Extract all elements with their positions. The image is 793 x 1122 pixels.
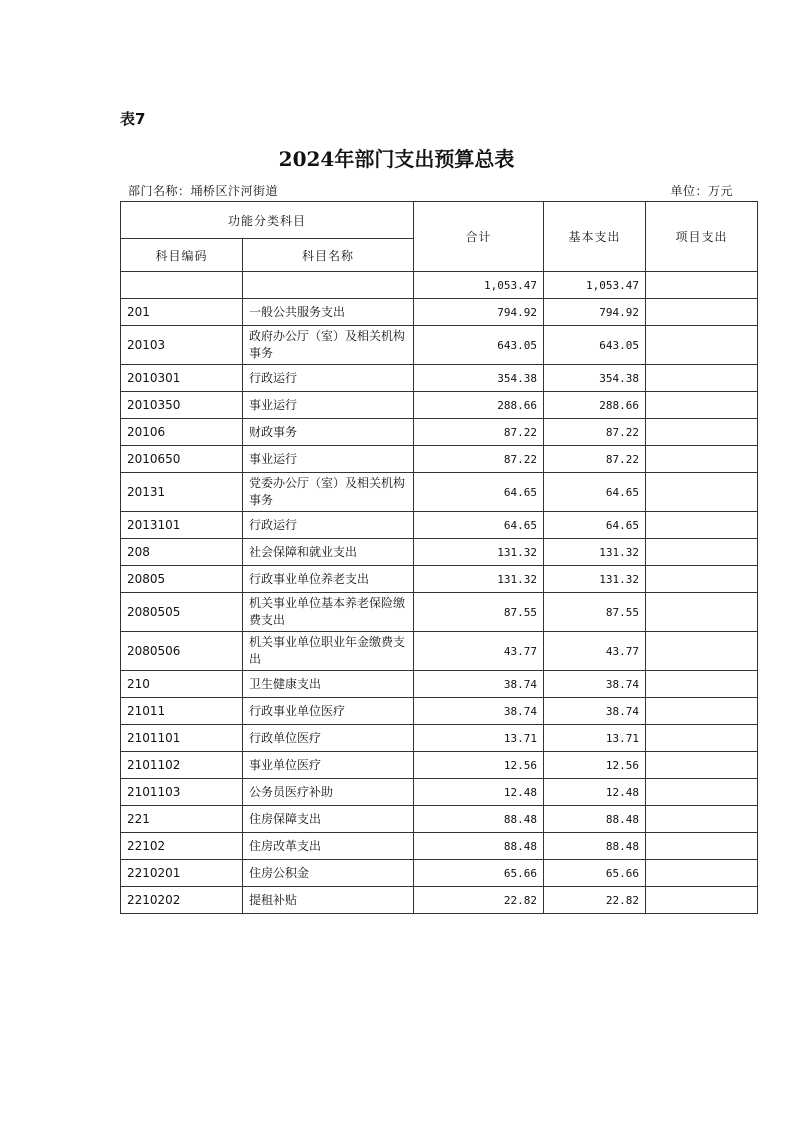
table-row <box>121 365 758 392</box>
cell-name: 机关事业单位职业年金缴费支出 <box>243 632 414 671</box>
meta-row <box>128 182 733 199</box>
cell-project <box>646 752 758 779</box>
cell-project <box>646 806 758 833</box>
budget-table <box>120 201 758 914</box>
cell-total: 131.32 <box>414 566 544 593</box>
cell-code: 20103 <box>121 326 243 365</box>
cell-basic: 1,053.47 <box>544 272 646 299</box>
cell-total: 88.48 <box>414 806 544 833</box>
cell-project <box>646 671 758 698</box>
table-label: 表7 <box>120 110 146 128</box>
cell-project <box>646 272 758 299</box>
cell-code: 2101102 <box>121 752 243 779</box>
cell-code <box>121 272 243 299</box>
cell-basic: 12.48 <box>544 779 646 806</box>
cell-basic: 13.71 <box>544 725 646 752</box>
cell-name: 行政事业单位医疗 <box>243 698 414 725</box>
table-row <box>121 698 758 725</box>
cell-total: 12.48 <box>414 779 544 806</box>
cell-name: 行政单位医疗 <box>243 725 414 752</box>
cell-name <box>243 272 414 299</box>
cell-basic: 131.32 <box>544 539 646 566</box>
cell-basic: 88.48 <box>544 806 646 833</box>
cell-project <box>646 512 758 539</box>
cell-total: 288.66 <box>414 392 544 419</box>
header-function-group: 功能分类科目 <box>121 202 414 239</box>
cell-basic: 38.74 <box>544 698 646 725</box>
cell-name: 行政运行 <box>243 365 414 392</box>
table-row <box>121 299 758 326</box>
cell-name: 住房改革支出 <box>243 833 414 860</box>
cell-code: 2210201 <box>121 860 243 887</box>
cell-basic: 65.66 <box>544 860 646 887</box>
table-row <box>121 446 758 473</box>
cell-basic: 794.92 <box>544 299 646 326</box>
cell-project <box>646 473 758 512</box>
cell-code: 201 <box>121 299 243 326</box>
cell-basic: 643.05 <box>544 326 646 365</box>
cell-total: 12.56 <box>414 752 544 779</box>
cell-name: 事业运行 <box>243 392 414 419</box>
table-row <box>121 833 758 860</box>
cell-total: 131.32 <box>414 539 544 566</box>
cell-name: 提租补贴 <box>243 887 414 914</box>
cell-total: 65.66 <box>414 860 544 887</box>
cell-code: 20131 <box>121 473 243 512</box>
table-row <box>121 752 758 779</box>
cell-total: 794.92 <box>414 299 544 326</box>
table-row <box>121 473 758 512</box>
cell-name: 住房保障支出 <box>243 806 414 833</box>
cell-name: 社会保障和就业支出 <box>243 539 414 566</box>
cell-code: 2010350 <box>121 392 243 419</box>
cell-code: 208 <box>121 539 243 566</box>
cell-total: 38.74 <box>414 671 544 698</box>
cell-project <box>646 392 758 419</box>
cell-total: 64.65 <box>414 473 544 512</box>
header-project: 项目支出 <box>646 202 758 272</box>
cell-project <box>646 593 758 632</box>
table-row <box>121 779 758 806</box>
cell-name: 机关事业单位基本养老保险缴费支出 <box>243 593 414 632</box>
cell-total: 88.48 <box>414 833 544 860</box>
cell-basic: 64.65 <box>544 473 646 512</box>
cell-project <box>646 725 758 752</box>
cell-project <box>646 887 758 914</box>
table-row <box>121 671 758 698</box>
cell-code: 210 <box>121 671 243 698</box>
cell-project <box>646 833 758 860</box>
page-title: 2024年部门支出预算总表 <box>278 147 515 171</box>
cell-total: 87.22 <box>414 446 544 473</box>
cell-code: 2080505 <box>121 593 243 632</box>
table-row <box>121 419 758 446</box>
header-name: 科目名称 <box>243 239 414 272</box>
header-code: 科目编码 <box>121 239 243 272</box>
cell-name: 行政运行 <box>243 512 414 539</box>
cell-project <box>646 299 758 326</box>
table-row <box>121 725 758 752</box>
cell-total: 38.74 <box>414 698 544 725</box>
cell-total: 87.22 <box>414 419 544 446</box>
cell-project <box>646 365 758 392</box>
cell-code: 20106 <box>121 419 243 446</box>
cell-total: 43.77 <box>414 632 544 671</box>
cell-name: 财政事务 <box>243 419 414 446</box>
unit-label: 单位：万元 <box>670 184 733 198</box>
header-total: 合计 <box>414 202 544 272</box>
cell-name: 事业单位医疗 <box>243 752 414 779</box>
table-row <box>121 593 758 632</box>
table-row <box>121 860 758 887</box>
cell-project <box>646 779 758 806</box>
cell-basic: 43.77 <box>544 632 646 671</box>
cell-project <box>646 539 758 566</box>
cell-project <box>646 632 758 671</box>
department-name: 部门名称：埇桥区汴河街道 <box>128 184 279 198</box>
table-row <box>121 539 758 566</box>
cell-basic: 131.32 <box>544 566 646 593</box>
cell-name: 住房公积金 <box>243 860 414 887</box>
cell-basic: 288.66 <box>544 392 646 419</box>
cell-basic: 38.74 <box>544 671 646 698</box>
cell-name: 政府办公厅（室）及相关机构事务 <box>243 326 414 365</box>
table-row <box>121 806 758 833</box>
cell-basic: 22.82 <box>544 887 646 914</box>
cell-project <box>646 326 758 365</box>
cell-code: 20805 <box>121 566 243 593</box>
cell-project <box>646 446 758 473</box>
cell-code: 2101103 <box>121 779 243 806</box>
cell-name: 行政事业单位养老支出 <box>243 566 414 593</box>
cell-code: 2210202 <box>121 887 243 914</box>
table-row <box>121 326 758 365</box>
cell-basic: 64.65 <box>544 512 646 539</box>
cell-basic: 354.38 <box>544 365 646 392</box>
table-row <box>121 566 758 593</box>
table-row <box>121 887 758 914</box>
cell-total: 64.65 <box>414 512 544 539</box>
cell-name: 卫生健康支出 <box>243 671 414 698</box>
cell-code: 2010650 <box>121 446 243 473</box>
cell-project <box>646 698 758 725</box>
cell-code: 2101101 <box>121 725 243 752</box>
cell-code: 21011 <box>121 698 243 725</box>
cell-total: 87.55 <box>414 593 544 632</box>
cell-code: 2010301 <box>121 365 243 392</box>
cell-total: 354.38 <box>414 365 544 392</box>
cell-project <box>646 419 758 446</box>
cell-basic: 87.55 <box>544 593 646 632</box>
cell-basic: 87.22 <box>544 419 646 446</box>
table-row <box>121 512 758 539</box>
cell-basic: 88.48 <box>544 833 646 860</box>
cell-total: 643.05 <box>414 326 544 365</box>
cell-project <box>646 860 758 887</box>
cell-basic: 87.22 <box>544 446 646 473</box>
cell-total: 1,053.47 <box>414 272 544 299</box>
cell-code: 2013101 <box>121 512 243 539</box>
cell-total: 22.82 <box>414 887 544 914</box>
table-row <box>121 272 758 299</box>
cell-code: 221 <box>121 806 243 833</box>
cell-name: 党委办公厅（室）及相关机构事务 <box>243 473 414 512</box>
cell-code: 2080506 <box>121 632 243 671</box>
table-row <box>121 392 758 419</box>
cell-code: 22102 <box>121 833 243 860</box>
cell-project <box>646 566 758 593</box>
cell-name: 事业运行 <box>243 446 414 473</box>
cell-total: 13.71 <box>414 725 544 752</box>
cell-name: 一般公共服务支出 <box>243 299 414 326</box>
cell-basic: 12.56 <box>544 752 646 779</box>
header-basic: 基本支出 <box>544 202 646 272</box>
table-row <box>121 632 758 671</box>
cell-name: 公务员医疗补助 <box>243 779 414 806</box>
